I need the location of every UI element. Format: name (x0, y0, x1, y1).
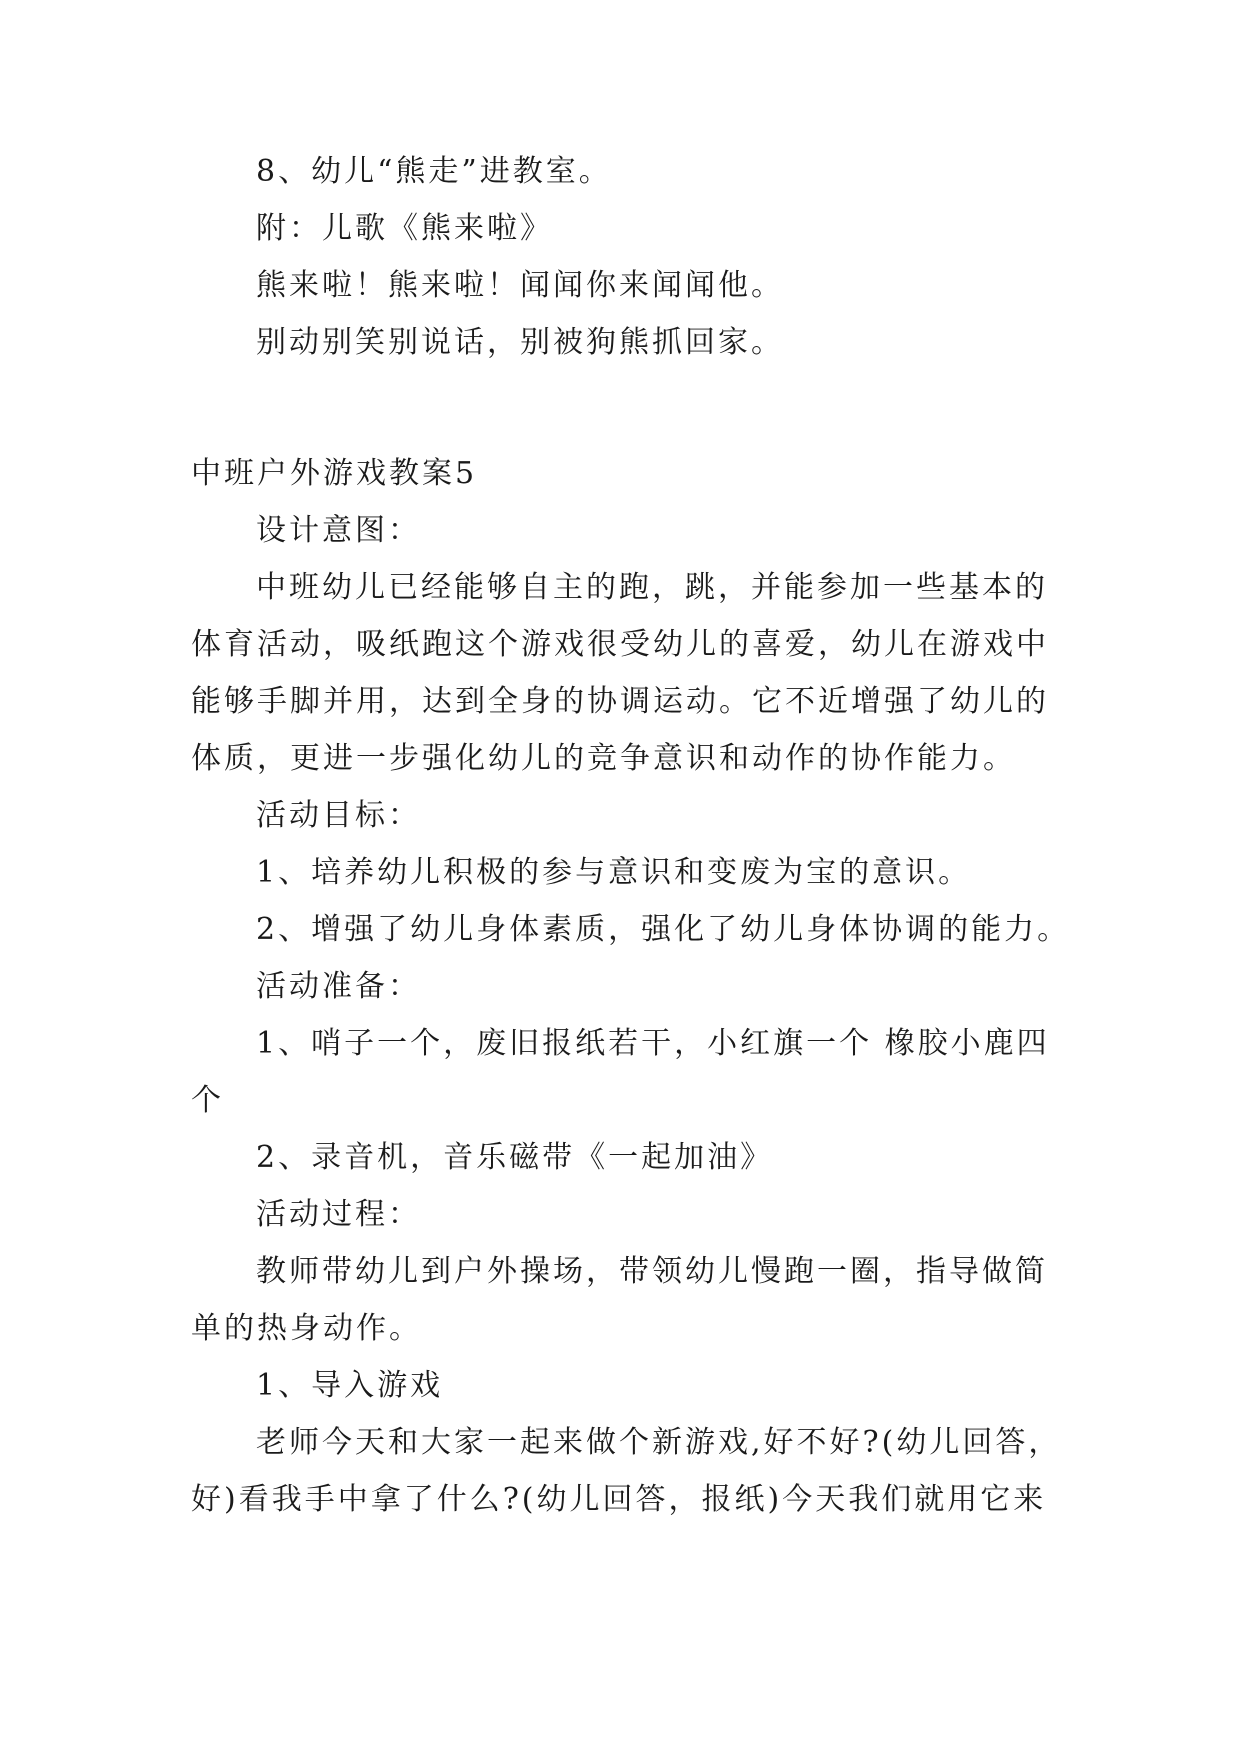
paragraph-prep-2: 2、录音机，音乐磁带《一起加油》 (256, 1140, 774, 1175)
paragraph-prep-1-cont: 个 (191, 1083, 224, 1118)
paragraph-rhyme-line-1: 熊来啦！熊来啦！闻闻你来闻闻他。 (256, 268, 784, 303)
paragraph-dialogue-2: 好)看我手中拿了什么?(幼儿回答，报纸)今天我们就用它来 (191, 1482, 1047, 1517)
heading-design-intent: 设计意图： (256, 513, 421, 548)
paragraph-intro-game: 1、导入游戏 (256, 1368, 444, 1403)
paragraph-rhyme-line-2: 别动别笑别说话，别被狗熊抓回家。 (256, 325, 784, 360)
paragraph-rhyme-title: 附：儿歌《熊来啦》 (256, 211, 553, 246)
paragraph-process-1-cont: 单的热身动作。 (191, 1311, 422, 1346)
paragraph-intent-line-2: 体育活动，吸纸跑这个游戏很受幼儿的喜爱，幼儿在游戏中 (191, 627, 1049, 662)
paragraph-dialogue-1: 老师今天和大家一起来做个新游戏,好不好?(幼儿回答， (256, 1425, 1062, 1460)
paragraph-step-8: 8、幼儿“熊走”进教室。 (256, 154, 612, 189)
section-heading: 中班户外游戏教案5 (191, 456, 478, 491)
heading-activity-prep: 活动准备： (256, 969, 421, 1004)
paragraph-intent-line-1: 中班幼儿已经能够自主的跑，跳，并能参加一些基本的 (256, 570, 1048, 605)
paragraph-goal-1: 1、培养幼儿积极的参与意识和变废为宝的意识。 (256, 855, 972, 890)
paragraph-process-1: 教师带幼儿到户外操场，带领幼儿慢跑一圈，指导做简 (256, 1254, 1048, 1289)
paragraph-intent-line-3: 能够手脚并用，达到全身的协调运动。它不近增强了幼儿的 (191, 684, 1049, 719)
heading-activity-goals: 活动目标： (256, 798, 421, 833)
paragraph-prep-1: 1、哨子一个，废旧报纸若干，小红旗一个 橡胶小鹿四 (256, 1026, 1050, 1061)
heading-activity-process: 活动过程： (256, 1197, 421, 1232)
paragraph-goal-2: 2、增强了幼儿身体素质，强化了幼儿身体协调的能力。 (256, 912, 1071, 947)
paragraph-intent-line-4: 体质，更进一步强化幼儿的竞争意识和动作的协作能力。 (191, 741, 1016, 776)
